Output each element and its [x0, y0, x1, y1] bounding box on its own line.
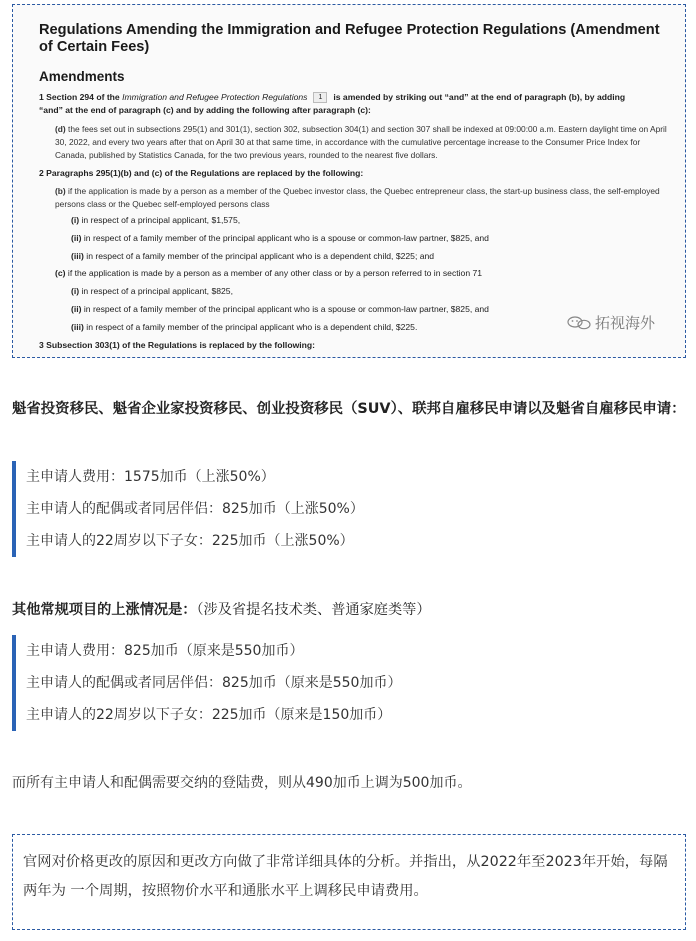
item-label: (ii) — [71, 304, 82, 314]
paragraph-b-text: if the application is made by a person as a member of the Quebec investor class, the Quebec entrepreneur class, the start-up business class, the self-employed persons class or the Quebec self-employed persons class — [55, 186, 660, 209]
paragraph-c-item-i — [71, 285, 233, 298]
section-2-heading — [12, 598, 431, 622]
regulation-title: Regulations Amending the Immigration and Refugee Protection Regulations (Amendment of Certain Fees) — [39, 22, 660, 55]
landing-fee-text: 而所有主申请人和配偶需要交纳的登陆费，则从490加币上调为500加币。 — [12, 775, 472, 791]
paragraph-d-text: the fees set out in subsections 295(1) and 301(1), section 302, subsection 304(1) and section 307 shall be indexed at 09:00:00 a.m. Eastern daylight time on April 30, 2022, and every two years after that on April 30 at that same time, in accordance with the cumulative percentage increase to the Consumer Price Index for Canada, published by Statistics Canada, for the two previous years, rounded to the nearest five dollars. — [55, 124, 667, 160]
fee-list-2 — [12, 635, 672, 731]
item-label: (iii) — [71, 322, 84, 332]
paragraph-c-item-iii — [71, 321, 417, 334]
footnote-reference[interactable]: 1 — [313, 92, 327, 103]
paragraph-c — [55, 267, 482, 280]
watermark — [567, 312, 655, 333]
section-1-suffix: is amended by striking out “and” at the end of paragraph (b), by adding — [333, 92, 626, 102]
list-item: 主申请人的配偶或者同居伴侣：825加币（原来是550加币） — [26, 675, 402, 691]
paragraph-b-label: (b) — [55, 186, 66, 196]
list-item: 主申请人的22周岁以下子女：225加币（原来是150加币） — [26, 707, 392, 723]
paragraph-d-label: (d) — [55, 124, 66, 134]
section-1-line1 — [39, 91, 625, 104]
section-2-heading-note: （涉及省提名技术类、普通家庭类等） — [196, 602, 431, 618]
item-text: in respect of a family member of the principal applicant who is a spouse or common-law partner, $825, and — [81, 233, 489, 243]
item-label: (i) — [71, 286, 80, 296]
item-text: in respect of a family member of the principal applicant who is a dependent child, $225. — [83, 322, 418, 332]
wechat-icon — [567, 316, 593, 330]
paragraph-b-item-iii — [71, 250, 434, 263]
item-label: (ii) — [71, 233, 82, 243]
list-item: 主申请人的配偶或者同居伴侣：825加币（上涨50%） — [26, 501, 364, 517]
section-2: 2 Paragraphs 295(1)(b) and (c) of the Regulations are replaced by the following: — [39, 168, 364, 178]
note-text: 官网对价格更改的原因和更改方向做了非常详细具体的分析。并指出，从2022年至2023年开始，每隔两年为 一个周期，按照物价水平和通胀水平上调移民申请费用。 — [23, 854, 668, 899]
paragraph-d — [55, 123, 667, 162]
paragraph-c-item-ii — [71, 303, 489, 316]
note-box — [12, 834, 686, 930]
section-1-heading: 魁省投资移民、魁省企业家投资移民、创业投资移民（SUV）、联邦自雇移民申请以及魁省自雇移民申请： — [12, 401, 686, 417]
item-text: in respect of a principal applicant, $1,575, — [79, 215, 241, 225]
list-item: 主申请人费用：825加币（原来是550加币） — [26, 643, 304, 659]
item-label: (i) — [71, 215, 80, 225]
section-1-line2: “and” at the end of paragraph (c) and by adding the following after paragraph (c): — [39, 105, 371, 115]
section-2-heading-bold: 其他常规项目的上涨情况是： — [12, 602, 197, 618]
item-text: in respect of a family member of the principal applicant who is a dependent child, $225; and — [83, 251, 435, 261]
watermark-text: 拓视海外 — [594, 314, 655, 332]
paragraph-c-text: if the application is made by a person as a member of any other class or by a person referred to in section 71 — [65, 268, 483, 278]
amendments-heading: Amendments — [39, 69, 125, 84]
paragraph-c-label: (c) — [55, 268, 66, 278]
item-text: in respect of a principal applicant, $825, — [79, 286, 233, 296]
paragraph-b-item-ii — [71, 232, 489, 245]
paragraph-b — [55, 185, 667, 211]
list-item: 主申请人的22周岁以下子女：225加币（上涨50%） — [26, 533, 354, 549]
list-item: 主申请人费用：1575加币（上涨50%） — [26, 469, 275, 485]
section-1-prefix: 1 Section 294 of the — [39, 92, 123, 102]
item-label: (iii) — [71, 251, 84, 261]
section-3: 3 Subsection 303(1) of the Regulations is replaced by the following: — [39, 340, 315, 350]
regulation-screenshot — [12, 4, 686, 358]
act-name: Immigration and Refugee Protection Regulations — [122, 92, 308, 102]
paragraph-b-item-i — [71, 214, 240, 227]
item-text: in respect of a family member of the principal applicant who is a spouse or common-law partner, $825, and — [81, 304, 489, 314]
fee-list-1 — [12, 461, 672, 557]
